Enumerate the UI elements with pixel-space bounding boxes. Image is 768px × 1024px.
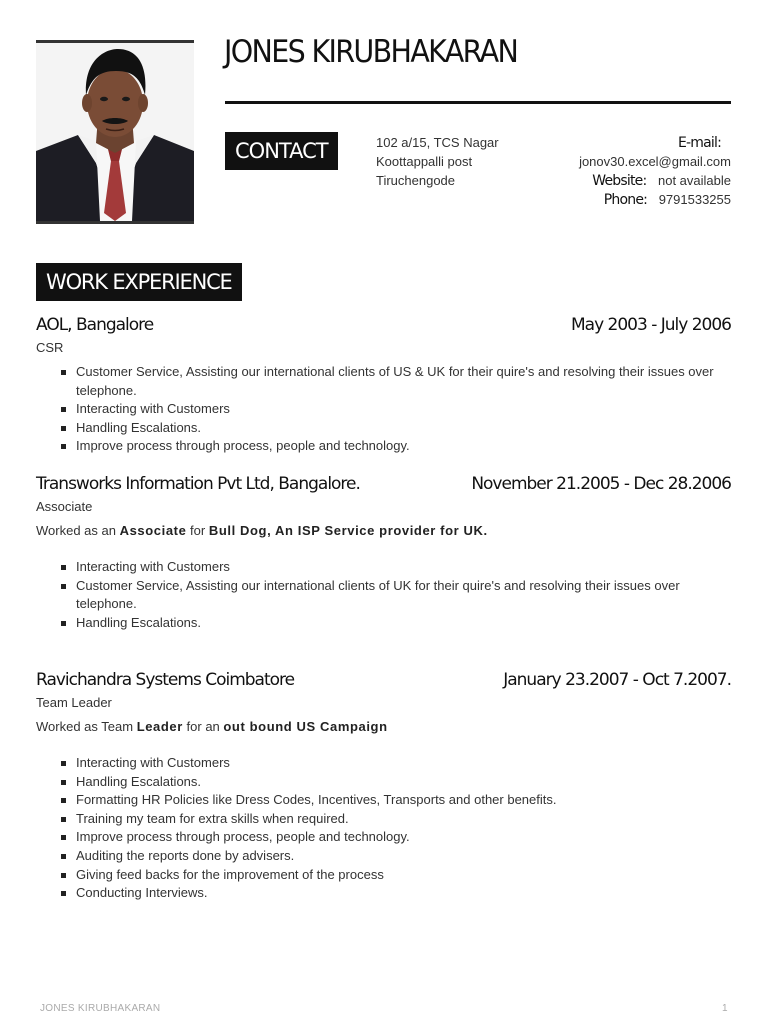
phone-label: Phone: bbox=[603, 192, 648, 208]
address-line: Tiruchengode bbox=[376, 173, 456, 188]
job-duties bbox=[36, 754, 731, 903]
list-item: Interacting with Customers bbox=[36, 754, 731, 773]
job-dates: November 21.2005 - Dec 28.2006 bbox=[471, 474, 731, 494]
desc-bold: Bull Dog, An ISP Service provider for UK. bbox=[208, 523, 488, 538]
job-role: CSR bbox=[36, 340, 64, 355]
desc-text: Worked as Team bbox=[36, 719, 137, 734]
address-line: Koottappalli post bbox=[376, 154, 473, 169]
website-row bbox=[520, 171, 731, 190]
list-item: Improve process through process, people and technology. bbox=[36, 828, 731, 847]
desc-text: Worked as an bbox=[36, 523, 120, 538]
job-entry bbox=[36, 668, 731, 903]
job-role: Team Leader bbox=[36, 695, 112, 710]
job-duties bbox=[36, 558, 731, 632]
list-item: Formatting HR Policies like Dress Codes, Incentives, Transports and other benefits. bbox=[36, 791, 731, 810]
list-item: Customer Service, Assisting our international clients of UK for their quire's and resolving their issues over telephone. bbox=[36, 577, 731, 614]
footer-name: JONES KIRUBHAKARAN bbox=[40, 1003, 161, 1014]
work-experience-heading: WORK EXPERIENCE bbox=[36, 263, 242, 301]
candidate-name: JONES KIRUBHAKARAN bbox=[224, 34, 518, 70]
list-item: Interacting with Customers bbox=[36, 558, 731, 577]
website-value: not available bbox=[658, 173, 731, 188]
job-company: AOL, Bangalore bbox=[36, 315, 154, 335]
desc-bold: out bound US Campaign bbox=[223, 719, 388, 734]
job-description bbox=[36, 522, 731, 540]
contact-details bbox=[520, 133, 731, 209]
desc-text: for an bbox=[182, 719, 224, 734]
name-divider bbox=[225, 101, 731, 104]
job-dates: May 2003 - July 2006 bbox=[571, 315, 731, 335]
job-role: Associate bbox=[36, 499, 93, 514]
job-company: Transworks Information Pvt Ltd, Bangalore. bbox=[36, 474, 360, 494]
list-item: Handling Escalations. bbox=[36, 773, 731, 792]
job-header bbox=[36, 472, 731, 496]
email-row bbox=[520, 152, 731, 171]
desc-text: for bbox=[186, 523, 209, 538]
list-item: Handling Escalations. bbox=[36, 614, 731, 633]
list-item: Training my team for extra skills when required. bbox=[36, 810, 731, 829]
list-item: Customer Service, Assisting our international clients of US & UK for their quire's and resolving their issues over telephone. bbox=[36, 363, 731, 400]
job-duties bbox=[36, 363, 731, 456]
job-header bbox=[36, 668, 731, 692]
address-line: 102 a/15, TCS Nagar bbox=[376, 135, 499, 150]
list-item: Handling Escalations. bbox=[36, 419, 731, 438]
list-item: Improve process through process, people and technology. bbox=[36, 437, 731, 456]
page-number: 1 bbox=[722, 1003, 728, 1014]
website-label: Website: bbox=[592, 173, 647, 189]
job-header bbox=[36, 313, 731, 337]
phone-row bbox=[520, 190, 731, 209]
contact-heading: CONTACT bbox=[225, 132, 338, 170]
job-description bbox=[36, 718, 731, 736]
job-company: Ravichandra Systems Coimbatore bbox=[36, 670, 295, 690]
list-item: Interacting with Customers bbox=[36, 400, 731, 419]
job-entry bbox=[36, 472, 731, 632]
list-item: Auditing the reports done by advisers. bbox=[36, 847, 731, 866]
desc-bold: Associate bbox=[119, 523, 187, 538]
phone-value: 9791533255 bbox=[658, 192, 731, 207]
desc-bold: Leader bbox=[136, 719, 183, 734]
list-item: Conducting Interviews. bbox=[36, 884, 731, 903]
list-item: Giving feed backs for the improvement of the process bbox=[36, 866, 731, 885]
address-block bbox=[376, 133, 499, 190]
profile-photo bbox=[36, 40, 194, 224]
job-entry bbox=[36, 313, 731, 456]
job-dates: January 23.2007 - Oct 7.2007. bbox=[503, 670, 731, 690]
email-label-row bbox=[520, 133, 731, 152]
email-label: E-mail: bbox=[677, 135, 721, 151]
email-value[interactable]: jonov30.excel@gmail.com bbox=[579, 154, 731, 169]
